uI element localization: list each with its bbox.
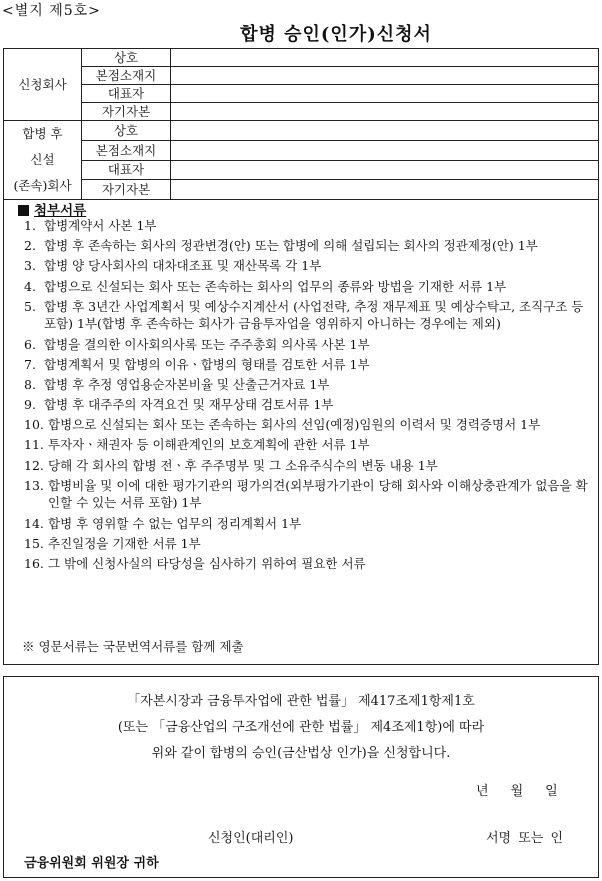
applicant-name-label: 상호: [82, 49, 171, 67]
surviving-address-field[interactable]: [171, 140, 599, 160]
applicant-equity-field[interactable]: [171, 103, 599, 121]
signature-field[interactable]: 서명 또는 인: [486, 831, 564, 846]
applicant-address-field[interactable]: [171, 67, 599, 85]
company-info-table: [3, 48, 599, 200]
date-line: [476, 780, 558, 799]
surviving-group-line-1: 합병 후: [22, 126, 63, 141]
surviving-address-label: 본점소재지: [82, 140, 171, 160]
applicant-company-group-label: 신청회사: [4, 49, 82, 121]
applicant-representative-field[interactable]: [171, 85, 599, 103]
attachment-item: 9. 합병 후 대주주의 자격요건 및 재무상태 검토서류 1부: [24, 397, 334, 413]
attachment-item: 1. 합병계약서 사본 1부: [24, 218, 157, 233]
applicant-address-label: 본점소재지: [82, 67, 171, 85]
attachment-item: 10. 합병으로 신설되는 회사 또는 존속하는 회사의 선임(예정)임원의 이력서 및 경력증명서 1부: [24, 417, 541, 433]
date-day[interactable]: 일: [545, 784, 558, 799]
statement-line-3: 위와 같이 합병의 승인(금산법상 인가)을 신청합니다.: [151, 746, 451, 761]
date-year[interactable]: 년: [476, 784, 489, 799]
form-number: <별지 제5호>: [2, 3, 101, 19]
surviving-group-line-3: (존속)회사: [13, 178, 72, 193]
attachments-list: [24, 217, 590, 575]
date-month[interactable]: 월: [510, 784, 524, 799]
applicant-representative-label: 대표자: [82, 85, 171, 103]
attachment-item: 2. 합병 후 존속하는 회사의 정관변경(안) 또는 합병에 의해 설립되는 회사의 정관제정(안) 1부: [24, 238, 538, 254]
attachment-item: 5. 합병 후 3년간 사업계획서 및 예상수지계산서 (사업전략, 추정 재무제표 및 예상수탁고, 조직구조 등 포함) 1부(합병 후 존속하는 회사가 금융투자업을 영위하지 아니하는 경우에는 제외): [24, 298, 584, 332]
addressee: 금융위원회 위원장 귀하: [24, 856, 159, 871]
attachment-item: 7. 합병계획서 및 합병의 이유ㆍ합병의 형태를 검토한 서류 1부: [24, 356, 370, 372]
surviving-group-line-2: 신설: [30, 152, 55, 167]
surviving-company-group-label: [4, 121, 82, 200]
surviving-name-field[interactable]: [171, 121, 599, 141]
attachment-item: 16. 그 밖에 신청사실의 타당성을 심사하기 위하여 필요한 서류: [24, 556, 366, 571]
applicant-agent-label: 신청인(대리인): [208, 831, 294, 846]
surviving-name-label: 상호: [82, 121, 171, 141]
surviving-representative-label: 대표자: [82, 160, 171, 180]
applicant-name-field[interactable]: [171, 49, 599, 67]
translation-note: ※ 영문서류는 국문번역서류를 함께 제출: [22, 639, 244, 654]
attachment-item: 6. 합병을 결의한 이사회의사록 또는 주주총회 의사록 사본 1부: [24, 336, 370, 352]
statement-line-1: 「자본시장과 금융투자업에 관한 법률」 제417조제1항제1호: [127, 694, 475, 709]
statement-line-2: (또는 「금융산업의 구조개선에 관한 법률」 제4조제1항)에 따라: [117, 720, 485, 735]
surviving-representative-field[interactable]: [171, 160, 599, 180]
attachments-title: 첨부서류: [34, 203, 87, 219]
surviving-equity-label: 자기자본: [82, 180, 171, 200]
attachment-item: 14. 합병 후 영위할 수 없는 업무의 정리계획서 1부: [24, 515, 302, 531]
attachment-item: 11. 투자자ㆍ채권자 등 이해관계인의 보호계획에 관한 서류 1부: [24, 437, 370, 453]
attachment-item: 4. 합병으로 신설되는 회사 또는 존속하는 회사의 업무의 종류와 방법을 기재한 서류 1부: [24, 278, 507, 294]
attachment-item: 3. 합병 양 당사회사의 대차대조표 및 재산목록 각 1부: [24, 258, 322, 274]
black-square-icon: [18, 205, 29, 216]
page-title: 합병 승인(인가)신청서: [240, 24, 432, 45]
attachment-item: 8. 합병 후 추정 영업용순자본비율 및 산출근거자료 1부: [24, 376, 330, 392]
attachment-item: 15. 추진일정을 기재한 서류 1부: [24, 535, 201, 551]
attachments-heading: [18, 199, 86, 219]
applicant-equity-label: 자기자본: [82, 103, 171, 121]
attachment-item: 12. 당해 각 회사의 합병 전ㆍ후 주주명부 및 그 소유주식수의 변동 내용 1부: [24, 457, 438, 473]
attachment-item: 13. 합병비율 및 이에 대한 평가기관의 평가의견(외부평가기관이 당해 회사와 이해상충관계가 없음을 확인할 수 있는 서류 포함) 1부: [24, 477, 588, 511]
